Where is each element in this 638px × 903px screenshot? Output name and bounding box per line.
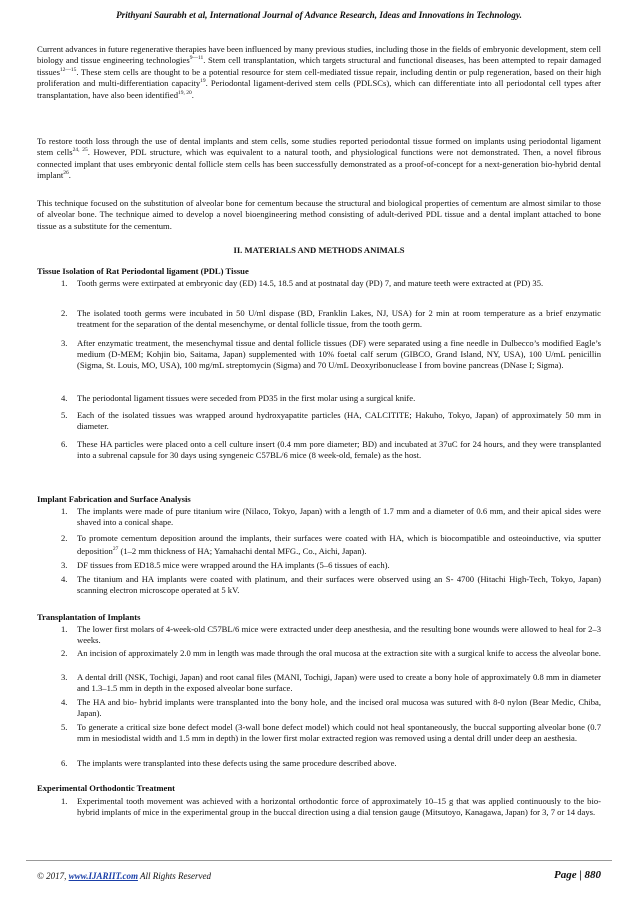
list-item: 1. Experimental tooth movement was achieved with a horizontal orthodontic force of approximately 10–15 g that was applied continuously to the bio-hybrid implants of mice in the experimental group in the buccal direction using a dial tension gauge (Mitsutoyo, Kanagawa, Japan) for 3, 7 or 14 days.: [61, 796, 601, 818]
subsection-title: Experimental Orthodontic Treatment: [37, 783, 175, 793]
list-item: 2. The isolated tooth germs were incubated in 50 U/ml dispase (BD, Franklin Lakes, NJ, USA) for 2 min at room temperature as a brief enzymatic treatment for the separation of the dental mesenchyme, or dental follicle tissue, from the tooth germ.: [61, 308, 601, 330]
intro-paragraph-3: This technique focused on the substitution of alveolar bone for cementum because the structural and biological properties of cementum are almost similar to those of alveolar bone. The technique aimed to develop a novel bioengineering method consisting of adult-derived PDL tissue and a dental implant attached to bone tissue as a substitute for the cementum.: [37, 198, 601, 231]
subsection-title: Transplantation of Implants: [37, 612, 141, 622]
list-item: 1. The implants were made of pure titanium wire (Nilaco, Tokyo, Japan) with a length of 1.7 mm and a diameter of 0.6 mm, and their apical sides were shaved into a conical shape.: [61, 506, 601, 528]
footer-divider: [26, 860, 612, 861]
list-item: 2. To promote cementum deposition around the implants, their surfaces were coated with HA, which is biocompatible and osteoinductive, via sputter deposition$^{27}$ (1–2 mm thickness of HA; Yamahachi dental MFG., Co., Aichi, Japan).: [61, 533, 601, 556]
subsection-title: Tissue Isolation of Rat Periodontal ligament (PDL) Tissue: [37, 266, 249, 276]
footer-copyright: © 2017, www.IJARIIT.com All Rights Reserved: [37, 871, 212, 881]
subsection-title: Implant Fabrication and Surface Analysis: [37, 494, 191, 504]
footer-link[interactable]: www.IJARIIT.com: [68, 871, 138, 881]
intro-paragraph-1: Current advances in future regenerative therapies have been influenced by many previous studies, including those in the fields of embryonic development, stem cell biology and tissue engineering technologies$^{9—11}$. Stem cell transplantation, which targets structural and functional diseases, has been attempted to repair damaged tissues$^{12—15}$. These stem cells are thought to be a potential resource for stem cell-mediated tissue repair, including dentin or pulp regeneration, based on their high proliferation and multi-differentiation capacity$^{19}$. Periodontal ligament-derived stem cells (PDLSCs), which can differentiate into all periodontal cell types after transplantation, have also been identified$^{19, 20}$.: [37, 44, 602, 100]
section-title: II. MATERIALS AND METHODS ANIMALS: [233, 245, 405, 255]
list-item: 4. The periodontal ligament tissues were seceded from PD35 in the first molar using a surgical knife.: [61, 393, 416, 403]
list-item: 3. After enzymatic treatment, the mesenchymal tissue and dental follicle tissues (DF) were separated using a fine needle in Dulbecco’s modified Eagle’s medium (D-MEM; Kohjin bio, Saitama, Japan) supplemented with 10% foetal calf serum (GIBCO, Grand Island, NY, USA), 100 U/mL penicillin (Sigma, St. Louis, MO, USA), 100 mg/mL streptomycin (Sigma) and 70 U/mL Deoxyribonuclease I from bovine pancreas (DNase I; Sigma).: [61, 338, 601, 371]
list-item: 1. The lower first molars of 4-week-old C57BL/6 mice were extracted under deep anesthesia, and the resulting bone wounds were allowed to heal for 2–3 weeks.: [61, 624, 601, 646]
intro-paragraph-2: To restore tooth loss through the use of dental implants and stem cells, some studies reported periodontal tissue formed on implants using periodontal ligament stem cells$^{24, 25}$. However, PDL structure, which was equivalent to a natural tooth, and physiological functions were not demonstrated. Then, a novel fibrous connected implant that uses embryonic dental follicle stem cells has been successfully demonstrated as a proof-of-concept for a next-generation bio-hybrid dental implant$^{26}$.: [37, 136, 601, 181]
page-number: Page | 880: [553, 869, 601, 881]
running-header: Prithyani Saurabh et al, International Journal of Advance Research, Ideas and Innovations in Technology.: [116, 10, 522, 20]
list-item: 3. A dental drill (NSK, Tochigi, Japan) and root canal files (MANI, Tochigi, Japan) were used to create a bony hole of approximately 0.8 mm in diameter and 1.3–1.5 mm in depth in the exposed alveolar bone surface.: [61, 672, 601, 694]
list-item: 1. Tooth germs were extirpated at embryonic day (ED) 14.5, 18.5 and at postnatal day (PD) 7, and mature teeth were extracted at (PD) 35.: [61, 278, 544, 288]
list-item: 5. Each of the isolated tissues was wrapped around hydroxyapatite particles (HA, CALCITITE; Hakuho, Tokyo, Japan) of approximately 50 mm in diameter.: [61, 410, 601, 432]
list-item: 6. The implants were transplanted into these defects using the same procedure described above.: [61, 758, 397, 768]
list-item: 4. The HA and bio- hybrid implants were transplanted into the bony hole, and the incised oral mucosa was sutured with 8-0 nylon (Bear Medic, Chiba, Japan).: [61, 697, 601, 719]
list-item: 5. To generate a critical size bone defect model (3-wall bone defect model) which could not heal spontaneously, the buccal supporting alveolar bone (0.7 mm in mesiodistal width and 1.5 mm in depth) in the lower first molar extracted region was removed using a dental drill under deep an aesthesia.: [61, 722, 601, 744]
list-item: 6. These HA particles were placed onto a cell culture insert (0.4 mm pore diameter; BD) and incubated at 37uC for 24 hours, and they were transplanted into a subrenal capsule for 30 days using syngeneic C57BL/6 mice (8 week-old, female) as the host.: [61, 439, 601, 461]
list-item: 4. The titanium and HA implants were coated with platinum, and their surfaces were observed using an S- 4700 (Hitachi High-Tech, Tokyo, Japan) scanning electron microscope operated at 5 kV.: [61, 574, 601, 596]
list-item: 3. DF tissues from ED18.5 mice were wrapped around the HA implants (5–6 tissues of each).: [61, 560, 390, 570]
list-item: 2. An incision of approximately 2.0 mm in length was made through the oral mucosa at the extraction site with a surgical knife to access the alveolar bone.: [61, 648, 601, 658]
